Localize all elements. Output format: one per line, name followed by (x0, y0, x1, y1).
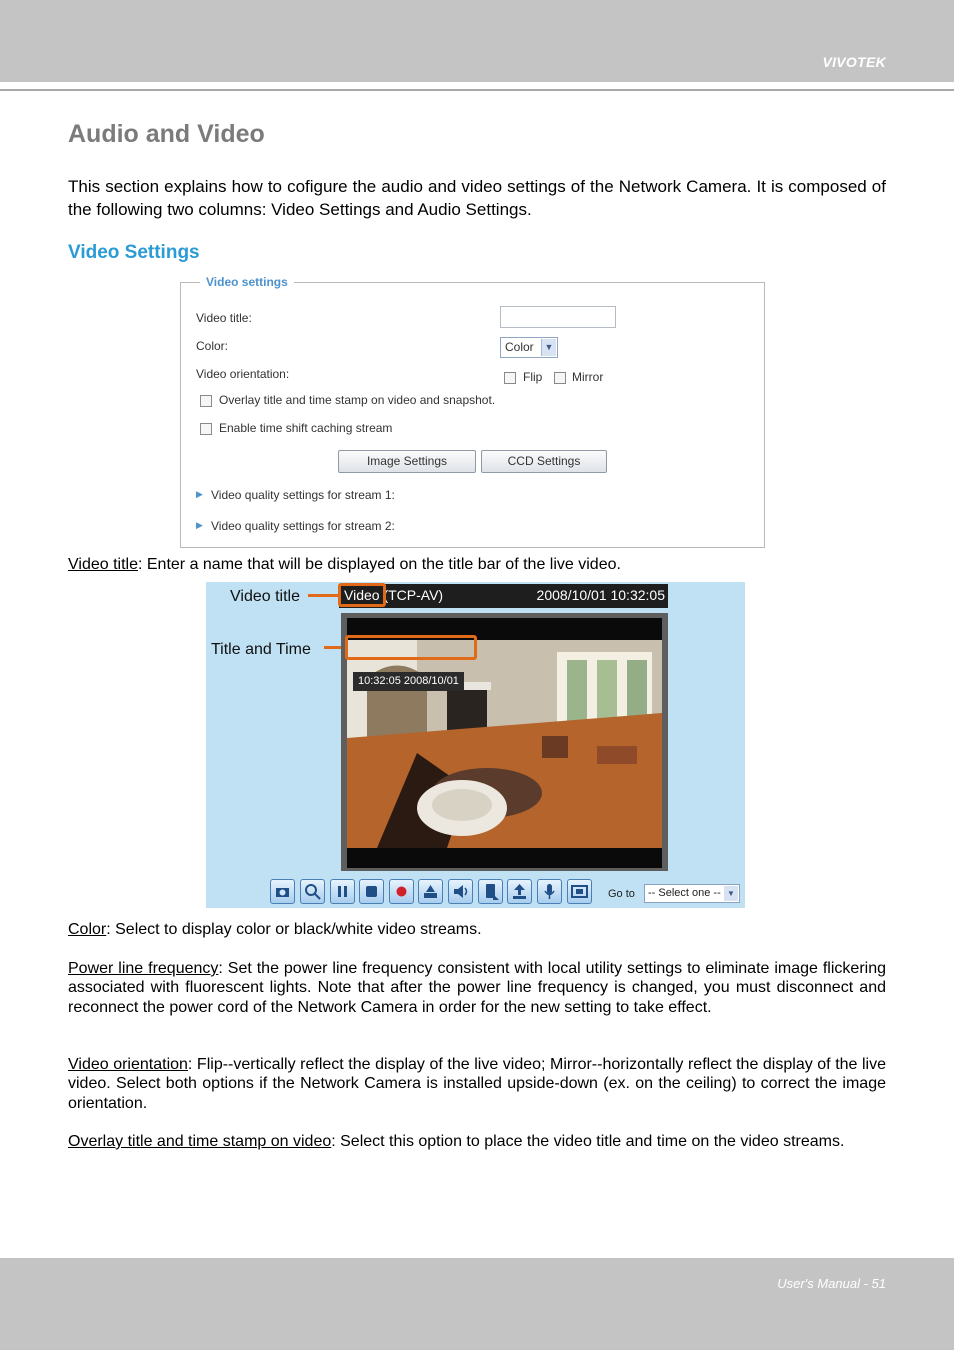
header-band (0, 0, 954, 82)
section-title: Audio and Video (68, 120, 265, 148)
video-title-input[interactable] (500, 306, 616, 328)
manual-trigger-icon[interactable] (418, 879, 443, 904)
orientation-description (68, 1055, 886, 1113)
term: Power line frequency (68, 960, 219, 977)
mirror-label: Mirror (572, 370, 604, 384)
fullscreen-icon[interactable] (567, 879, 592, 904)
upload-icon[interactable] (507, 879, 532, 904)
orientation-label: Video orientation: (196, 367, 290, 381)
expand-arrow-icon[interactable]: ▶ (196, 489, 203, 499)
highlight-box-timestamp (345, 635, 477, 660)
callout-title-time: Title and Time (211, 641, 311, 658)
video-title-bar (339, 584, 668, 608)
overlay-description (68, 1132, 886, 1151)
description-text: : Select this option to place the video title and time on the video streams. (331, 1133, 845, 1150)
overlay-timestamp: 10:32:05 2008/10/01 (353, 672, 464, 691)
flip-checkbox[interactable] (504, 372, 516, 384)
highlight-box-title (338, 583, 386, 607)
digital-zoom-icon[interactable] (300, 879, 325, 904)
live-view-figure (206, 582, 745, 908)
overlay-label: Overlay title and time stamp on video and snapshot. (219, 393, 496, 407)
color-label: Color: (196, 339, 229, 353)
video-title-label: Video title: (196, 311, 252, 325)
power-line-description (68, 959, 886, 1017)
goto-label: Go to (608, 888, 635, 900)
chevron-down-icon: ▼ (541, 339, 556, 356)
callout-video-title: Video title (230, 588, 300, 605)
subsection-title: Video Settings (68, 242, 200, 263)
color-select[interactable] (500, 337, 558, 358)
volume-icon[interactable] (448, 879, 473, 904)
description-text: : Enter a name that will be displayed on the title bar of the live video. (137, 556, 621, 573)
snapshot-icon[interactable] (270, 879, 295, 904)
video-title-description (68, 555, 886, 574)
image-settings-button[interactable]: Image Settings (338, 450, 476, 473)
intro-paragraph: This section explains how to cofigure the audio and video settings of the Network Camera. It is composed of the following two columns: Video Settings and Audio Settings. (68, 177, 886, 219)
page-number: User's Manual - 51 (777, 1276, 886, 1291)
brand-logo-text: VIVOTEK (822, 54, 886, 70)
color-select-value: Color (505, 340, 534, 354)
description-text: : Flip--vertically reflect the display of the live video; Mirror--horizontally reflect the display of the live video. Select both options if the Network Camera is installed upside-down (ex. on the ceiling) to correct the image orientation. (68, 1056, 887, 1112)
talk-icon[interactable] (537, 879, 562, 904)
stop-icon[interactable] (359, 879, 384, 904)
footer-band (0, 1258, 954, 1350)
stream2-link[interactable]: Video quality settings for stream 2: (211, 519, 395, 533)
timeshift-checkbox[interactable] (200, 423, 212, 435)
record-icon[interactable] (389, 879, 414, 904)
timeshift-label: Enable time shift caching stream (219, 421, 393, 435)
expand-arrow-icon[interactable]: ▶ (196, 520, 203, 530)
description-text: : Select to display color or black/white video streams. (106, 921, 482, 938)
mute-icon[interactable] (478, 879, 503, 904)
chevron-down-icon: ▼ (724, 886, 738, 901)
mirror-checkbox[interactable] (554, 372, 566, 384)
video-datetime: 2008/10/01 10:32:05 (536, 587, 665, 603)
flip-label: Flip (523, 370, 543, 384)
overlay-checkbox[interactable] (200, 395, 212, 407)
pause-icon[interactable] (330, 879, 355, 904)
video-title-text: Video (TCP-AV) (344, 587, 444, 603)
term: Overlay title and time stamp on video (68, 1133, 332, 1150)
description-text: : Set the power line frequency consistent with local utility settings to eliminate image flickering associated with fluorescent lights. Note that after the power line frequency is changed, you must disconnect and reconnect the power cord of the Network Camera in order for the new setting to take effect. (68, 960, 886, 1016)
color-description (68, 920, 886, 939)
video-settings-panel (180, 275, 765, 548)
goto-select[interactable] (644, 884, 740, 903)
term: Video orientation (68, 1056, 188, 1073)
panel-legend: Video settings (200, 275, 294, 289)
ccd-settings-button[interactable]: CCD Settings (481, 450, 607, 473)
header-divider (0, 89, 954, 91)
term: Color (68, 921, 107, 938)
callout-line (308, 594, 340, 597)
goto-select-value: -- Select one -- (648, 887, 721, 899)
term: Video title (68, 556, 138, 573)
stream1-link[interactable]: Video quality settings for stream 1: (211, 488, 395, 502)
